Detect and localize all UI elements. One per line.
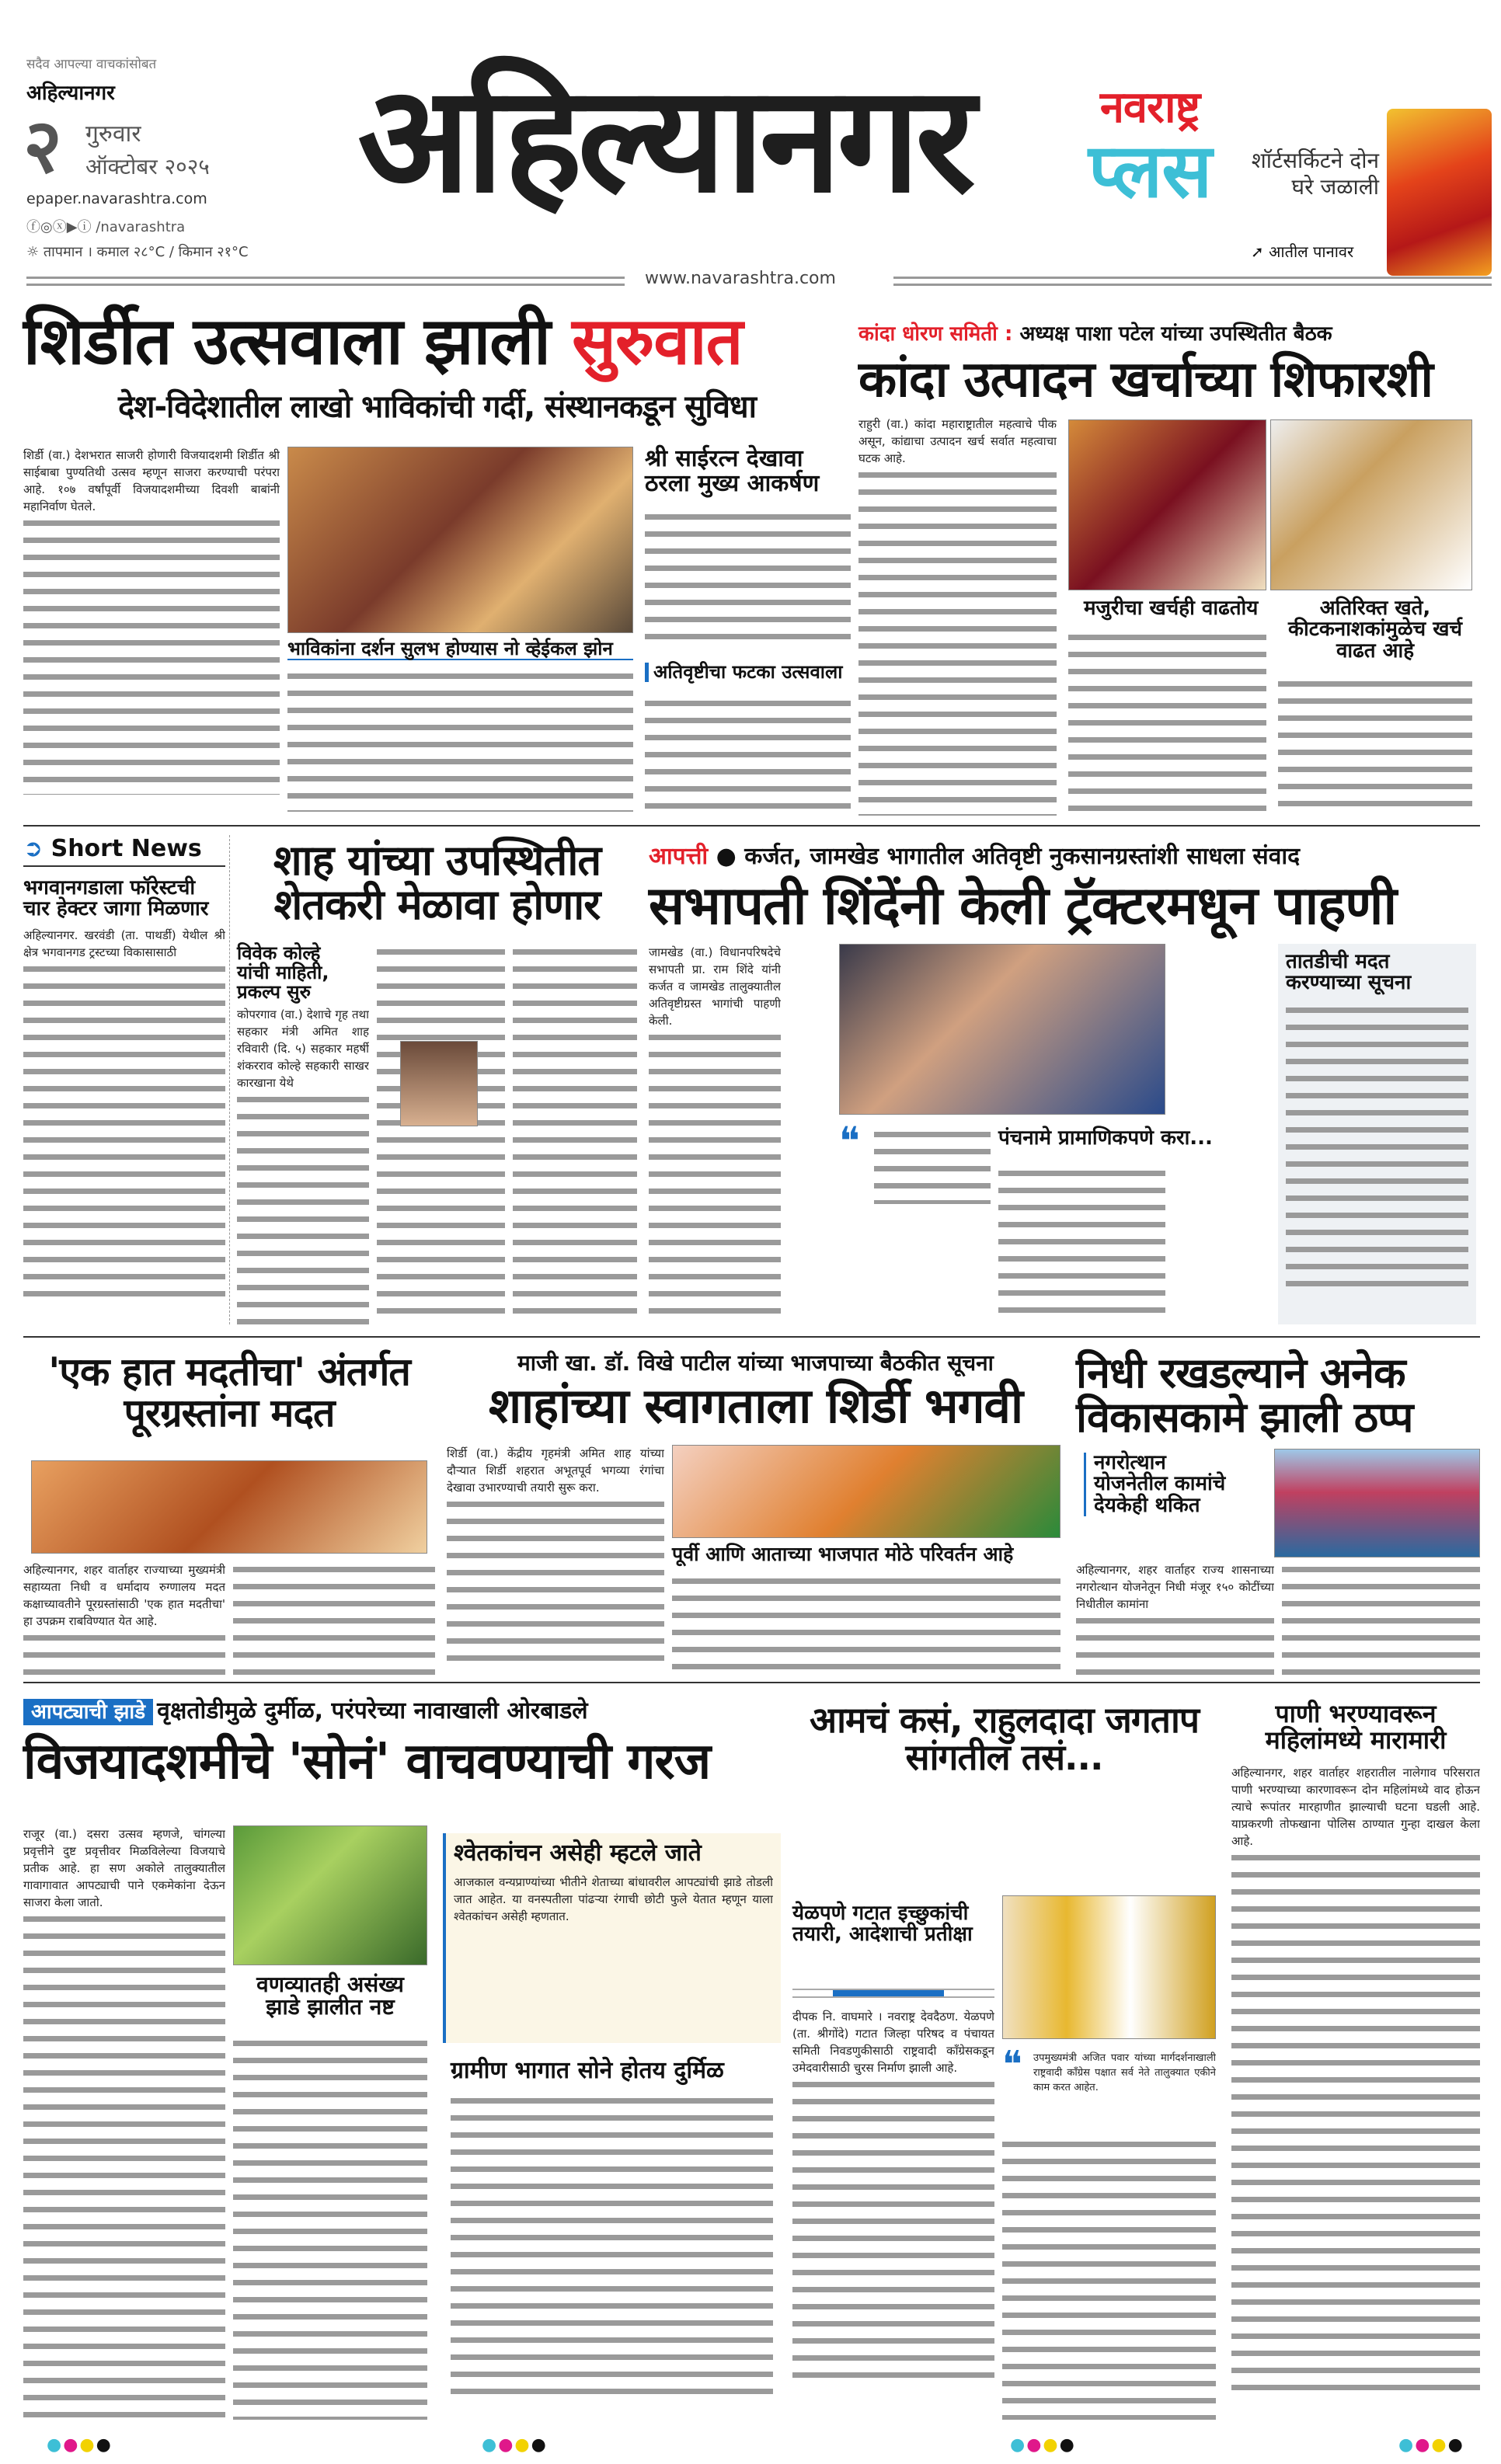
instagram-icon[interactable]: ◎ (40, 219, 53, 235)
shirdi-headline: शाहांच्या स्वागताला शिर्डी भगवी (488, 1377, 1023, 1435)
masthead-rule-left (26, 277, 625, 286)
shirdi-kicker: माजी खा. डॉ. विखे पाटील यांच्या भाजपाच्या बैठकीत सूचना (517, 1350, 994, 1376)
apta-box-1-body: आजकाल वन्यप्राण्यांच्या भीतीने शेताच्या बांधावरील आपट्यांची झाडे तोडली जात आहेत. या वनस्पतीला पांढऱ्या रंगाची छोटी फुले येतात म्हणून याला श्वेतकांचन असेही म्हणतात. (454, 1874, 773, 1923)
lead-headline: शिर्डीत उत्सवाला झाली सुरुवात (23, 303, 743, 379)
onion-story (858, 318, 1480, 820)
women-story: पाणी भरण्यावरून महिलांमध्ये मारामारी अहिल्यानगर, शहर वार्ताहर शहरातील नालेगाव परिसरात पाणी भरण्याच्या कारणावरून दोन महिलांमध्ये वाद होऊन त्याचे रूपांतर मारहाणीत झाल्याची घटना घडली आहे. याप्रकरणी तोफखाना पोलिस ठाण्यात गुन्हा दाखल केला आहे. (1231, 1701, 1480, 2424)
divider (23, 1682, 1480, 1683)
apta-tag: आपट्याची झाडे (23, 1699, 153, 1725)
onion-sub-2: अतिरिक्त खते, कीटकनाशकांमुळेच खर्च वाढत आहे (1288, 597, 1462, 663)
newspaper-title: अहिल्यानगर (357, 54, 971, 225)
apta-box-2-head: ग्रामीण भागात सोने होतय दुर्मिळ (451, 2057, 724, 2084)
quote-icon: ❝ (839, 1119, 860, 1164)
arrow-icon: ➲ (23, 835, 51, 862)
day-number: २ (23, 103, 62, 190)
apta-box-2 (443, 2051, 781, 2420)
funds-headline: निधी रखडल्याने अनेक विकासकामे झाली ठप्प (1076, 1349, 1413, 1442)
divider (229, 835, 230, 1324)
lead-box-head: अतिवृष्टीचा फटका उत्सवाला (645, 663, 851, 682)
apta-kicker: वृक्षतोडीमुळे दुर्मीळ, परंपरेच्या नावाखाली ओरबाडले (157, 1697, 588, 1724)
rahul-headline: आमचं कसं, राहुलदादा जगताप सांगतील तसं... (810, 1699, 1199, 1779)
linkedin-icon[interactable]: ⓘ (77, 219, 92, 235)
karjat-headline: सभापती शिंदेंनी केली ट्रॅक्टरमधून पाहणी (649, 875, 1397, 937)
tractor-photo (839, 944, 1165, 1115)
portrait-photo (400, 1041, 478, 1126)
apta-box-1 (443, 1833, 781, 2043)
apta-headline: विजयादशमीचे 'सोनं' वाचवण्याची गरज (23, 1733, 711, 1791)
epaper-link[interactable]: epaper.navarashtra.com (26, 190, 207, 207)
onion-body: राहुरी (वा.) कांदा महाराष्ट्रातील महत्वाचे पीक असून, कांद्याचा उत्पादन खर्च सर्वात महत्वाचा घटक आहे. (858, 416, 1057, 816)
shah-sub: विवेक कोल्हे यांची माहिती, प्रकल्प सुरु (237, 942, 329, 1004)
rahul-sub: येळपणे गटात इच्छुकांची तयारी, आदेशाची प्रतीक्षा (792, 1902, 973, 1947)
color-registration-marks: ●●●● (47, 2435, 113, 2455)
quote-icon: ❝ (1002, 2043, 1022, 2086)
weekday: गुरुवार (85, 120, 141, 148)
short-news-headline: भगवानगडाला फॉरेस्टची चार हेक्टर जागा मिळणार (23, 876, 209, 921)
divider (792, 1989, 994, 1998)
bjp-meeting-photo (672, 1445, 1060, 1538)
masthead-rule-right (893, 277, 1492, 286)
karjat-kicker: आपत्ती ● कर्जत, जामखेड भागातील अतिवृष्टी नुकसानग्रस्तांशी साधला संवाद (649, 843, 1301, 870)
social-icons[interactable] (26, 216, 185, 236)
lead-story (23, 303, 851, 820)
women-headline: पाणी भरण्यावरून महिलांमध्ये मारामारी (1265, 1699, 1447, 1755)
color-registration-marks: ●●●● (482, 2435, 548, 2455)
weather-icon: ☼ (26, 244, 44, 260)
onion-headline: कांदा उत्पादन खर्चाच्या शिफारशी (858, 351, 1433, 409)
building-photo (1002, 1895, 1216, 2039)
municipal-building-photo (1274, 1449, 1480, 1557)
edition-name: अहिल्यानगर (26, 82, 115, 105)
teaser-headline[interactable]: शॉर्टसर्किटने दोन घरे जळाली (1251, 148, 1379, 200)
karjat-sidebar (1278, 944, 1476, 1324)
karjat-sub: पंचनामे प्रामाणिकपणे करा... (998, 1126, 1213, 1150)
karjat-side-head: तातडीची मदत करण्याच्या सूचना (1286, 950, 1412, 995)
shah-story: शाह यांच्या उपस्थितीत शेतकरी मेळावा होणार विवेक कोल्हे यांची माहिती, प्रकल्प सुरु कोपरगाव (वा.) देशाचे गृह तथा सहकार मंत्री अमित शाह रविवारी (दि. ५) सहकार महर्षी शंकरराव कोल्हे सहकारी साखर कारखाना येथे (237, 839, 637, 1328)
help-photo (31, 1460, 427, 1554)
arrow-icon: ➚ (1251, 242, 1269, 261)
youtube-icon[interactable]: ▶ (66, 219, 78, 235)
divider (23, 825, 1480, 827)
shirdi-story: माजी खा. डॉ. विखे पाटील यांच्या भाजपाच्या बैठकीत सूचना शाहांच्या स्वागताला शिर्डी भगवी शिर्डी (वा.) केंद्रीय गृहमंत्री अमित शाह यांच्या दौऱ्यात शिर्डी शहरात अभूतपूर्व भगव्या रंगांचा देखावा उभारण्याची तयारी सुरू करा. पूर्वी आणि आताच्या भाजपात मोठे परिवर्तन आहे (447, 1352, 1064, 1678)
x-icon[interactable]: ⓧ (52, 219, 67, 235)
apta-box-1-head: श्वेतकांचन असेही म्हटले जाते (454, 1839, 702, 1867)
tagline: सदैव आपल्या वाचकांसोबत (26, 57, 157, 72)
color-registration-marks: ●●●● (1398, 2435, 1464, 2455)
help-story: 'एक हात मदतीचा' अंतर्गत पूरग्रस्तांना मदत अहिल्यानगर, शहर वार्ताहर राज्याच्या मुख्यमंत्री सहाय्यता निधी व धर्मादाय रुग्णालय मदत कक्षाच्यावतीने पूरग्रस्तांसाठी 'एक हात मदतीचा' हा उपक्रम राबविण्यात येत आहे. (23, 1352, 435, 1678)
karjat-story: आपत्ती ● कर्जत, जामखेड भागातील अतिवृष्टी नुकसानग्रस्तांशी साधला संवाद सभापती शिंदेंनी केली ट्रॅक्टरमधून पाहणी जामखेड (वा.) विधानपरिषदेचे सभापती प्रा. राम शिंदे यांनी कर्जत व जामखेड तालुक्यातील अतिवृष्टीग्रस्त भागांची पाहणी केली. ❝ पंचनामे प्रामाणिकपणे करा... तातडीची मदत करण्याच्या सूचना (649, 839, 1480, 1328)
social-handle: /navarashtra (96, 219, 186, 235)
brand-plus: प्लस (1088, 127, 1212, 214)
funds-story: निधी रखडल्याने अनेक विकासकामे झाली ठप्प नगरोत्थान योजनेतील कामांचे देयकेही थकित अहिल्यानगर, शहर वार्ताहर राज्य शासनाच्या नगरोत्थान योजनेतून निधी मंजूर १५० कोटींच्या निधीतील कामांना (1076, 1352, 1480, 1678)
website[interactable]: www.navarashtra.com (645, 269, 836, 288)
lead-caption-head: भाविकांना दर्शन सुलभ होण्यास नो व्हेईकल झोन (287, 639, 633, 660)
facebook-icon[interactable]: ⓕ (26, 219, 40, 235)
short-news: ➲ Short News भगवानगडाला फॉरेस्टची चार हेक्टर जागा मिळणार अहिल्यानगर. खरवंडी (ता. पाथर्डी) येथील श्री क्षेत्र भगवानगड ट्रस्टच्या विकासासाठी (23, 835, 225, 1332)
onion-sub-1: मजुरीचा खर्चही वाढतोय (1084, 597, 1259, 620)
masthead (0, 0, 1501, 287)
brand-navarashtra: नवराष्ट्र (1099, 82, 1200, 133)
lead-photo (287, 447, 633, 633)
color-registration-marks: ●●●● (1010, 2435, 1076, 2455)
shirdi-sub: पूर्वी आणि आताच्या भाजपात मोठे परिवर्तन आहे (672, 1543, 1014, 1565)
lead-subhead: देश-विदेशातील लाखो भाविकांची गर्दी, संस्थानकडून सुविधा (118, 389, 756, 426)
shah-headline: शाह यांच्या उपस्थितीत शेतकरी मेळावा होणार (273, 836, 601, 929)
onion-photo-2 (1270, 419, 1472, 590)
lead-body: शिर्डी (वा.) देशभरात साजरी होणारी विजयादशमी शिर्डीत श्री साईबाबा पुण्यतिथी उत्सव म्हणून साजरा करण्याची परंपरा आहे. १०७ वर्षांपूर्वी विजयादशमीच्या दिवशी बाबांनी महानिर्वाण घेतले. (23, 447, 280, 812)
onion-photo-1 (1068, 419, 1266, 590)
month-year: ऑक्टोबर २०२५ (85, 154, 210, 179)
divider (23, 1336, 1480, 1338)
apta-story: आपट्याची झाडे वृक्षतोडीमुळे दुर्मीळ, परंपरेच्या नावाखाली ओरबाडले विजयादशमीचे 'सोनं' वाचवण्याची गरज राजूर (वा.) दसरा उत्सव म्हणजे, चांगल्या प्रवृत्तीने दुष्ट प्रवृत्तीवर मिळविलेल्या विजयाचे प्रतीक आहे. हा सण अकोले तालुक्यातील गावागावात आपट्याची पाने एकमेकांना देऊन साजरा केला जातो. वणव्यातही असंख्य झाडे झालीत नष्ट श्वेतकांचन असेही म्हटले जाते आजकाल वन्यप्राण्यांच्या भीतीने शेताच्या बांधावरील आपट्यांची झाडे तोडली जात आहेत. या वनस्पतीला पांढऱ्या रंगाची छोटी फुले येतात म्हणून याला श्वेतकांचन असेही म्हणतात. ग्रामीण भागात सोने होतय दुर्मिळ (23, 1693, 785, 2424)
weather: ☼ तापमान । कमाल २८°C / किमान २१°C (26, 244, 249, 260)
apta-leaves-photo (233, 1825, 427, 1965)
help-headline: 'एक हात मदतीचा' अंतर्गत पूरग्रस्तांना मदत (48, 1349, 410, 1436)
teaser-link[interactable]: ➚ आतील पानावर (1251, 242, 1354, 261)
onion-kicker: कांदा धोरण समिती : अध्यक्ष पाशा पटेल यांच्या उपस्थितीत बैठक (858, 322, 1332, 346)
teaser-flame-image (1387, 109, 1492, 276)
apta-sub-1: वणव्यातही असंख्य झाडे झालीत नष्ट (256, 1972, 404, 2020)
funds-sub: नगरोत्थान योजनेतील कामांचे देयकेही थकित (1084, 1453, 1239, 1516)
lead-side-head: श्री साईरत्न देखावा ठरला मुख्य आकर्षण (645, 445, 820, 497)
apta-kicker-row (23, 1693, 785, 1725)
short-news-label: ➲ Short News (23, 835, 225, 867)
rahul-quote: उपमुख्यमंत्री अजित पवार यांच्या मार्गदर्शनाखाली राष्ट्रवादी काँग्रेस पक्षात सर्व नेते तालुक्यात एकीने काम करत आहेत. (1033, 2052, 1216, 2093)
rahul-story: आमचं कसं, राहुलदादा जगताप सांगतील तसं... येळपणे गटात इच्छुकांची तयारी, आदेशाची प्रतीक्षा दीपक नि. वाघमारे । नवराष्ट्र देवदैठण. येळपणे (ता. श्रीगोंदे) गटात जिल्हा परिषद व पंचायत समिती निवडणुकीसाठी राष्ट्रवादी काँग्रेसकडून उमेदवारीसाठी चुरस निर्माण झाली आहे. ❝ उपमुख्यमंत्री अजित पवार यांच्या मार्गदर्शनाखाली राष्ट्रवादी काँग्रेस पक्षात सर्व नेते तालुक्यात एकीने काम करत आहेत. (792, 1701, 1216, 2424)
